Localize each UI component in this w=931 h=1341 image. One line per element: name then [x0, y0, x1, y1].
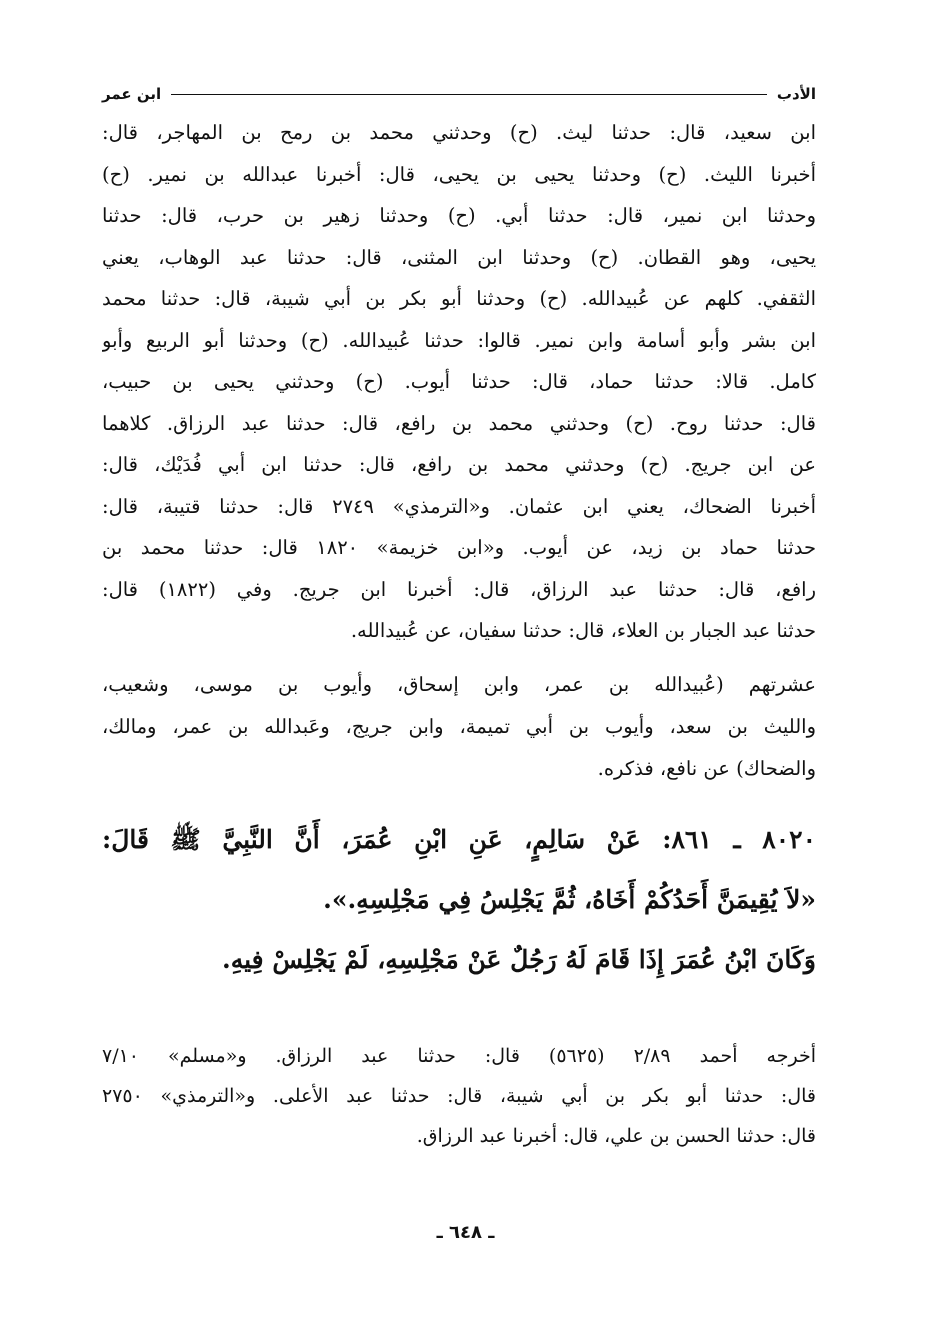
text-line: الثقفي. كلهم عن عُبيدالله. (ح) وحدثنا أبو بكر بن أبي شيبة، قال: حدثنا محمد [102, 287, 816, 310]
header-rule [171, 94, 767, 95]
hadith-text [102, 810, 816, 990]
text-line: حدثنا حماد بن زيد، عن أيوب. و«ابن خزيمة» ١٨٢٠ قال: حدثنا محمد بن [102, 536, 816, 559]
text-line: عن ابن جريج. (ح) وحدثني محمد بن رافع، قال: حدثنا ابن أبي فُدَيْك، قال: [102, 453, 816, 476]
text-line: ابن سعيد، قال: حدثنا ليث. (ح) وحدثني محمد بن رمح بن المهاجر، قال: [102, 121, 816, 144]
text-line: وحدثنا ابن نمير، قال: حدثنا أبي. (ح) وحدثنا زهير بن حرب، قال: حدثنا [102, 204, 816, 227]
text-line: والليث بن سعد، وأيوب بن أبي تميمة، وابن جريج، وعَبدالله بن عمر، ومالك، [102, 714, 816, 738]
text-line: قال: حدثنا الحسن بن علي، قال: أخبرنا عبد الرزاق. [416, 1124, 816, 1147]
text-line: أخبرنا الليث. (ح) وحدثنا يحيى بن يحيى، قال: أخبرنا عبدالله بن نمير. (ح) [102, 162, 816, 186]
narrators-summary-paragraph [102, 664, 816, 790]
hadith-number: ٨٠٢٠ ـ ٨٦١: [662, 824, 816, 854]
text-line: أخرجه أحمد ٢/٨٩ (٥٦٢٥) قال: حدثنا عبد الرزاق. و«مسلم» ٧/١٠ [102, 1044, 816, 1067]
text-line: ابن بشر وأبو أسامة وابن نمير. قالوا: حدثنا عُبيدالله. (ح) وحدثنا أبو الربيع وأبو [102, 328, 816, 352]
hadith-line-1 [102, 810, 816, 870]
hadith-line-1-text: عَنْ سَالِمٍ، عَنِ ابْنِ عُمَرَ، أَنَّ النَّبِيَّ ﷺ قَالَ: [102, 824, 641, 854]
text-line: قال: حدثنا أبو بكر بن أبي شيبة، قال: حدثنا عبد الأعلى. و«الترمذي» ٢٧٥٠ [102, 1084, 816, 1107]
section-title: الأدب [776, 85, 816, 103]
text-line: حدثنا عبد الجبار بن العلاء، قال: حدثنا سفيان، عن عُبيدالله. [350, 619, 816, 642]
text-line: رافع، قال: حدثنا عبد الرزاق، قال: أخبرنا ابن جريج. وفي (١٨٢٢) قال: [102, 577, 816, 601]
text-line: والضحاك) عن نافع، فذكره. [597, 756, 816, 780]
hadith-line-2: «لاَ يُقِيمَنَّ أَحَدُكُمْ أَخَاهُ، ثُمَّ يَجْلِسُ فِي مَجْلِسِهِ.». [323, 884, 816, 914]
text-line: عشرتهم (عُبيدالله بن عمر، وابن إسحاق، وأيوب بن موسى، وشعيب، [102, 672, 816, 696]
text-line: أخبرنا الضحاك، يعني ابن عثمان. و«الترمذي» ٢٧٤٩ قال: حدثنا قتيبة، قال: [102, 494, 816, 518]
hadith-line-3: وَكَانَ ابْنُ عُمَرَ إِذَا قَامَ لَهُ رَجُلٌ عَنْ مَجْلِسِهِ، لَمْ يَجْلِسْ فِيهِ. [222, 944, 816, 974]
text-line: قال: حدثنا روح. (ح) وحدثني محمد بن رافع، قال: حدثنا عبد الرزاق. كلاهما [102, 411, 816, 435]
page-number: ـ ٦٤٨ ـ [436, 1222, 495, 1243]
narrator-title: ابن عمر [102, 85, 162, 103]
takhrij-footnote [102, 1036, 816, 1156]
running-header [102, 82, 816, 106]
text-line: يحيى، وهو القطان. (ح) وحدثنا ابن المثنى، قال: حدثنا عبد الوهاب، يعني [102, 245, 816, 269]
book-page [102, 82, 816, 1156]
text-line: كامل. قالا: حدثنا حماد، قال: حدثنا أيوب. (ح) وحدثني يحيى بن حبيب، [102, 370, 816, 393]
isnad-chain-paragraph [102, 112, 816, 652]
